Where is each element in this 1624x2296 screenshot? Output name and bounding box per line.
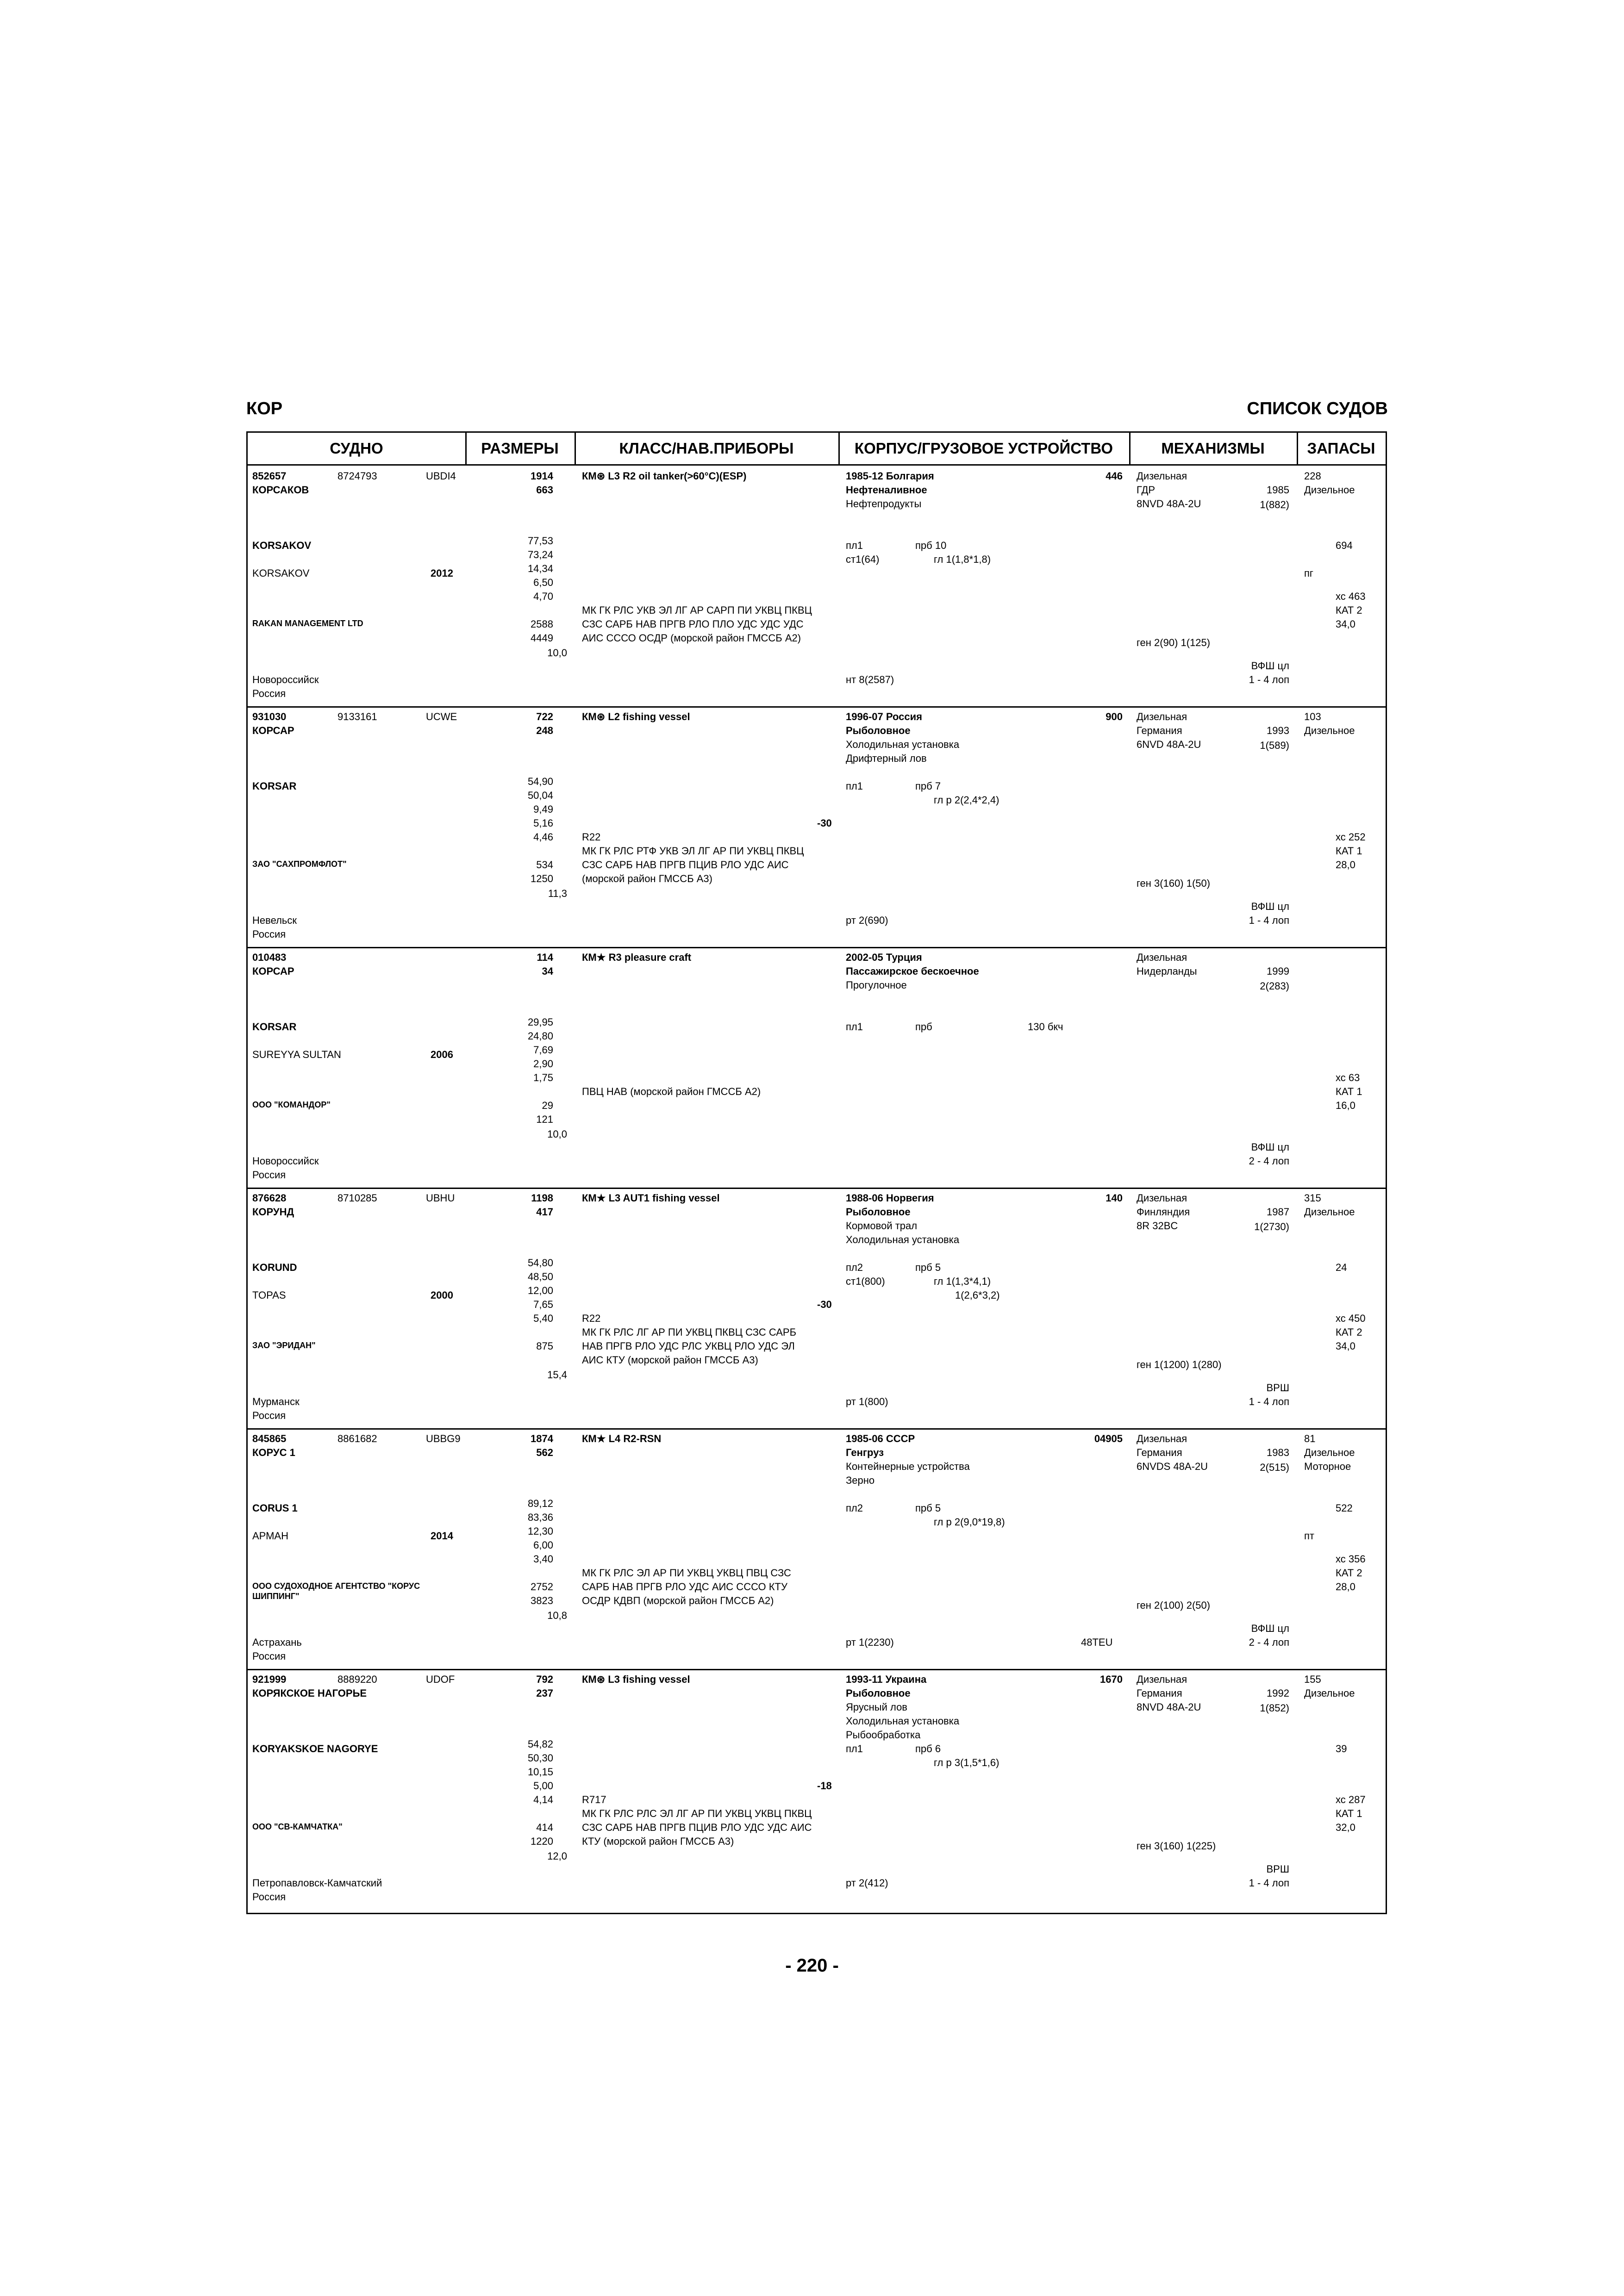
dimension-value: 6,00 <box>533 1539 553 1551</box>
fuel-type-2: Моторное <box>1304 1461 1351 1472</box>
ship-name: КОРЯКСКОЕ НАГОРЬЕ <box>252 1687 367 1699</box>
hull-number: 04905 <box>1094 1433 1123 1444</box>
country: Россия <box>252 928 286 940</box>
country: Россия <box>252 1891 286 1903</box>
dimension-value: 663 <box>536 484 553 496</box>
owner: ООО "КОМАНДОР" <box>252 1100 331 1109</box>
former-name: АРМАН <box>252 1530 288 1542</box>
hatch-info: гл р 3(1,5*1,6) <box>934 1757 999 1768</box>
hull-feature: Холодильная установка <box>846 739 960 750</box>
hatch-info: гл р 2(2,4*2,4) <box>934 794 999 806</box>
engine-model: 8NVD 48A-2U <box>1137 498 1201 510</box>
hatch-info: гл 1(1,8*1,8) <box>934 554 991 565</box>
dimension-value: 1250 <box>531 873 553 884</box>
page-number: - 220 - <box>785 1955 839 1976</box>
ship-name-latin: KORSAR <box>252 1021 297 1033</box>
fuel-type: Дизельное <box>1304 1206 1355 1218</box>
dimension-value: 77,53 <box>527 535 553 547</box>
propeller-blades: 1 - 4 лоп <box>1249 915 1289 926</box>
hull-feature: Зерно <box>846 1475 875 1486</box>
deck-info: пл2 <box>846 1262 863 1273</box>
home-port: Невельск <box>252 915 297 926</box>
hull-number: 140 <box>1106 1192 1123 1204</box>
home-port: Новороссийск <box>252 1155 319 1167</box>
column-header-machinery: МЕХАНИЗМЫ <box>1129 433 1297 466</box>
ship-type: Пассажирское бескоечное <box>846 965 979 977</box>
home-port: Новороссийск <box>252 674 319 685</box>
ship-record <box>248 947 1386 1189</box>
hull-feature: Контейнерные устройства <box>846 1461 970 1472</box>
ship-record <box>248 1669 1386 1910</box>
dimension-value: 5,40 <box>533 1313 553 1324</box>
dimension-value: 24,80 <box>527 1030 553 1042</box>
reg-number: 931030 <box>252 711 287 722</box>
hull-feature: Нефтепродукты <box>846 498 922 510</box>
dimension-value: 54,82 <box>527 1738 553 1750</box>
stores-mid: 522 <box>1336 1502 1353 1514</box>
imo-number: 8710285 <box>337 1192 377 1204</box>
country: Россия <box>252 1410 286 1421</box>
dimension-value: 10,0 <box>547 647 567 659</box>
owner: ЗАО "ЭРИДАН" <box>252 1341 316 1350</box>
nav-equipment-line: МК ГК РЛС ЭЛ АР ПИ УКВЦ УКВЦ ПВЦ СЗС <box>582 1567 791 1579</box>
dimension-value: 12,00 <box>527 1285 553 1296</box>
dimension-value: 417 <box>536 1206 553 1218</box>
imo-number: 8889220 <box>337 1674 377 1685</box>
ship-record <box>248 1188 1386 1430</box>
dimension-value: 89,12 <box>527 1498 553 1509</box>
refrigerated-hold: хс 252 <box>1336 831 1366 843</box>
engine-power: 2(515) <box>1260 1462 1289 1473</box>
build-date-country: 1985-12 Болгария <box>846 470 934 482</box>
refrigerated-temp: 34,0 <box>1336 1340 1355 1352</box>
ship-table <box>246 431 1387 1914</box>
former-name: TOPAS <box>252 1289 286 1301</box>
engine-country: Германия <box>1137 1447 1182 1458</box>
propeller: ВРШ <box>1266 1382 1289 1394</box>
hull-number: 446 <box>1106 470 1123 482</box>
tank-info: нт 8(2587) <box>846 674 894 685</box>
propeller: ВФШ цл <box>1251 660 1289 672</box>
deck-info-2: ст1(800) <box>846 1276 885 1287</box>
dimension-value: 1874 <box>531 1433 553 1444</box>
reg-number: 876628 <box>252 1192 287 1204</box>
dimension-value: 9,49 <box>533 803 553 815</box>
dimension-value: 722 <box>536 711 553 722</box>
ship-type: Рыболовное <box>846 725 911 736</box>
imo-number: 8861682 <box>337 1433 377 1444</box>
hatch-info: гл 1(1,3*4,1) <box>934 1276 991 1287</box>
nav-equipment-line: КТУ (морской район ГМССБ А3) <box>582 1836 734 1847</box>
former-year: 2012 <box>431 567 453 579</box>
tank-info: рт 2(412) <box>846 1877 888 1889</box>
column-header-dimensions: РАЗМЕРЫ <box>465 433 575 466</box>
propeller: ВФШ цл <box>1251 901 1289 912</box>
class-notation: КМ⊛ L3 fishing vessel <box>582 1674 690 1685</box>
nav-equipment-line: МК ГК РЛС УКВ ЭЛ ЛГ АР САРП ПИ УКВЦ ПКВЦ <box>582 604 812 616</box>
dimension-value: 3823 <box>531 1595 553 1606</box>
propeller: ВФШ цл <box>1251 1141 1289 1153</box>
ship-name: КОРСАКОВ <box>252 484 309 496</box>
stores-mid: 24 <box>1336 1262 1347 1273</box>
dimension-value: 5,16 <box>533 817 553 829</box>
country: Россия <box>252 688 286 699</box>
propeller: ВРШ <box>1266 1863 1289 1875</box>
refrigerated-temp: 28,0 <box>1336 859 1355 871</box>
class-notation: КМ⊛ L2 fishing vessel <box>582 711 690 722</box>
dimension-value: 114 <box>537 952 553 963</box>
dimension-value: 4449 <box>531 632 553 644</box>
build-date-country: 1988-06 Норвегия <box>846 1192 934 1204</box>
deck-info: пл1 <box>846 1743 863 1755</box>
nav-equipment-line: САРБ НАВ ПРГВ РЛО УДС АИС СССО КТУ <box>582 1581 787 1593</box>
fuel-type: Дизельное <box>1304 1687 1355 1699</box>
refrigerated-category: КАТ 1 <box>1336 1808 1362 1819</box>
engine-year: 1992 <box>1267 1687 1289 1699</box>
dimension-value: 50,30 <box>527 1752 553 1764</box>
nav-equipment-line: АИС СССО ОСДР (морской район ГМССБ А2) <box>582 632 801 644</box>
dimension-value: 875 <box>536 1340 553 1352</box>
tank-info: рт 1(2230) <box>846 1636 894 1648</box>
refrigerated-category: КАТ 1 <box>1336 845 1362 857</box>
engine-year: 1999 <box>1267 965 1289 977</box>
refrigerant: R22 <box>582 1313 601 1324</box>
nav-equipment-line: СЗС САРБ НАВ ПРГВ ПЦИВ РЛО УДС УДС АИС <box>582 1822 812 1833</box>
nav-equipment-line: МК ГК РЛС РТФ УКВ ЭЛ ЛГ АР ПИ УКВЦ ПКВЦ <box>582 845 804 857</box>
reg-number: 921999 <box>252 1674 287 1685</box>
dimension-value: 7,69 <box>533 1044 553 1056</box>
hold-info: прб 7 <box>915 780 941 792</box>
home-port: Астрахань <box>252 1636 302 1648</box>
dimension-value: 7,65 <box>533 1299 553 1310</box>
dimension-value: 1220 <box>531 1836 553 1847</box>
ship-record <box>248 466 1386 708</box>
dimension-value: 54,90 <box>527 776 553 787</box>
refrigerant-temp: -30 <box>817 1299 832 1310</box>
hatch-info-2: 1(2,6*3,2) <box>955 1289 1000 1301</box>
propeller-blades: 1 - 4 лоп <box>1249 1877 1289 1889</box>
column-header-hull: КОРПУС/ГРУЗОВОЕ УСТРОЙСТВО <box>838 433 1129 466</box>
build-date-country: 1993-11 Украина <box>846 1674 927 1685</box>
hull-number: 1670 <box>1100 1674 1123 1685</box>
hold-capacity: 130 бкч <box>1028 1021 1063 1033</box>
dimension-value: 1,75 <box>533 1072 553 1083</box>
imo-number: 9133161 <box>337 711 377 722</box>
ship-name-latin: KORUND <box>252 1262 297 1273</box>
engine-year: 1993 <box>1267 725 1289 736</box>
container-capacity: 48TEU <box>1081 1636 1113 1648</box>
owner: ЗАО "САХПРОМФЛОТ" <box>252 859 347 869</box>
dimension-value: 15,4 <box>547 1369 567 1381</box>
stores-top: 228 <box>1304 470 1321 482</box>
column-header-ship: СУДНО <box>248 433 465 466</box>
engine-country: Германия <box>1137 725 1182 736</box>
nav-equipment-line: НАВ ПРГВ РЛО УДС РЛС УКВЦ РЛО УДС ЭЛ <box>582 1340 795 1352</box>
nav-equipment-line: (морской район ГМССБ А3) <box>582 873 712 884</box>
dimension-value: 2588 <box>531 618 553 630</box>
class-notation: КМ⊛ L3 R2 oil tanker(>60°C)(ESP) <box>582 470 747 482</box>
hatch-info: гл р 2(9,0*19,8) <box>934 1516 1005 1528</box>
engine-country: Нидерланды <box>1137 965 1197 977</box>
nav-equipment-line: АИС КТУ (морской район ГМССБ А3) <box>582 1354 758 1366</box>
page-header-left: КОР <box>246 399 283 418</box>
tank-info: рт 1(800) <box>846 1396 888 1407</box>
generators: ген 1(1200) 1(280) <box>1137 1359 1222 1370</box>
dimension-value: 4,14 <box>533 1794 553 1805</box>
hull-feature: Дрифтерный лов <box>846 753 927 764</box>
reg-number: 010483 <box>252 952 287 963</box>
dimension-value: 12,0 <box>547 1850 567 1862</box>
ship-record <box>248 1428 1386 1670</box>
refrigerated-category: КАТ 1 <box>1336 1086 1362 1097</box>
engine-power: 2(283) <box>1260 980 1289 992</box>
stores-top: 81 <box>1304 1433 1316 1444</box>
refrigerated-hold: хс 450 <box>1336 1313 1366 1324</box>
nav-equipment-line: ОСДР КДВП (морской район ГМССБ А2) <box>582 1595 774 1606</box>
engine-model: 6NVD 48A-2U <box>1137 739 1201 750</box>
country: Россия <box>252 1650 286 1662</box>
call-sign: UBHU <box>426 1192 455 1204</box>
dimension-value: 54,80 <box>527 1257 553 1269</box>
dimension-value: 10,8 <box>547 1610 567 1621</box>
dimension-value: 121 <box>536 1114 553 1125</box>
stores-mid: 39 <box>1336 1743 1347 1755</box>
generators: ген 3(160) 1(225) <box>1137 1840 1216 1852</box>
former-name: SUREYYA SULTAN <box>252 1049 341 1060</box>
engine-power: 1(882) <box>1260 499 1289 510</box>
stores-mid: 694 <box>1336 540 1353 551</box>
dimension-value: 3,40 <box>533 1553 553 1565</box>
nav-equipment-line: СЗС САРБ НАВ ПРГВ ПЦИВ РЛО УДС АИС <box>582 859 789 871</box>
ship-name-latin: KORSAKOV <box>252 540 312 551</box>
refrigerated-category: КАТ 2 <box>1336 1567 1362 1579</box>
dimension-value: 4,70 <box>533 591 553 602</box>
country: Россия <box>252 1169 286 1181</box>
stores-top: 315 <box>1304 1192 1321 1204</box>
dimension-value: 4,46 <box>533 831 553 843</box>
hull-feature: Ярусный лов <box>846 1701 907 1713</box>
ship-name-latin: KORYAKSKOE NAGORYE <box>252 1743 378 1755</box>
hold-info: прб 5 <box>915 1262 941 1273</box>
hold-info: прб 6 <box>915 1743 941 1755</box>
dimension-value: 1198 <box>531 1192 553 1204</box>
tank-info: рт 2(690) <box>846 915 888 926</box>
call-sign: UBBG9 <box>426 1433 461 1444</box>
engine-country: Финляндия <box>1137 1206 1190 1218</box>
deck-info-2: ст1(64) <box>846 554 880 565</box>
owner: ООО СУДОХОДНОЕ АГЕНТСТВО "КОРУС ШИППИНГ" <box>252 1581 420 1601</box>
engine-type: Дизельная <box>1137 1433 1187 1444</box>
dimension-value: 792 <box>536 1674 553 1685</box>
dimension-value: 237 <box>536 1687 553 1699</box>
ship-name: КОРУС 1 <box>252 1447 295 1458</box>
refrigerant-temp: -18 <box>817 1780 832 1792</box>
dimension-value: 6,50 <box>533 577 553 588</box>
engine-model: 8R 32BC <box>1137 1220 1178 1232</box>
former-year: 2006 <box>431 1049 453 1060</box>
build-date-country: 1985-06 СССР <box>846 1433 915 1444</box>
refrigerant: R22 <box>582 831 601 843</box>
owner: RAKAN MANAGEMENT LTD <box>252 619 363 628</box>
refrigerant-temp: -30 <box>817 817 832 829</box>
hull-feature: Рыбообработка <box>846 1729 921 1741</box>
stores-top: 103 <box>1304 711 1321 722</box>
imo-number: 8724793 <box>337 470 377 482</box>
hull-feature: Холодильная установка <box>846 1234 960 1245</box>
dimension-value: 29 <box>542 1100 553 1111</box>
dimension-value: 414 <box>536 1822 553 1833</box>
ship-name: КОРСАР <box>252 725 294 736</box>
hold-info: прб <box>915 1021 932 1033</box>
dimension-value: 1914 <box>531 470 553 482</box>
page-header-right: СПИСОК СУДОВ <box>1247 399 1388 418</box>
refrigerated-temp: 16,0 <box>1336 1100 1355 1111</box>
ship-type: Генгруз <box>846 1447 884 1458</box>
column-header-stores: ЗАПАСЫ <box>1297 433 1386 466</box>
generators: ген 2(100) 2(50) <box>1137 1599 1211 1611</box>
engine-power: 1(589) <box>1260 740 1289 751</box>
refrigerated-temp: 32,0 <box>1336 1822 1355 1833</box>
deck-info: пл1 <box>846 780 863 792</box>
dimension-value: 248 <box>536 725 553 736</box>
fuel-type: Дизельное <box>1304 484 1355 496</box>
ship-record <box>248 706 1386 948</box>
reg-number: 852657 <box>252 470 287 482</box>
hull-feature: Холодильная установка <box>846 1715 960 1727</box>
ship-name-latin: CORUS 1 <box>252 1502 298 1514</box>
refrigerated-category: КАТ 2 <box>1336 604 1362 616</box>
dimension-value: 10,15 <box>527 1766 553 1778</box>
dimension-value: 48,50 <box>527 1271 553 1282</box>
fuel-type: Дизельное <box>1304 1447 1355 1458</box>
engine-model: 8NVD 48A-2U <box>1137 1701 1201 1713</box>
call-sign: UBDI4 <box>426 470 456 482</box>
nav-equipment-line: МК ГК РЛС РЛС ЭЛ ЛГ АР ПИ УКВЦ УКВЦ ПКВЦ <box>582 1808 812 1819</box>
deck-info: пл1 <box>846 1021 863 1033</box>
stores-mid-2: пт <box>1304 1530 1314 1542</box>
refrigerated-hold: хс 356 <box>1336 1553 1366 1565</box>
home-port: Петропавловск-Камчатский <box>252 1877 382 1889</box>
fuel-type: Дизельное <box>1304 725 1355 736</box>
engine-year: 1983 <box>1267 1447 1289 1458</box>
call-sign: UDOF <box>426 1674 455 1685</box>
dimension-value: 29,95 <box>527 1016 553 1028</box>
dimension-value: 534 <box>536 859 553 871</box>
refrigerated-hold: хс 287 <box>1336 1794 1366 1805</box>
class-notation: КМ★ L4 R2-RSN <box>582 1433 662 1444</box>
dimension-value: 50,04 <box>527 790 553 801</box>
nav-equipment-line: СЗС САРБ НАВ ПРГВ РЛО ПЛО УДС УДС УДС <box>582 618 804 630</box>
hull-number: 900 <box>1106 711 1123 722</box>
former-year: 2000 <box>431 1289 453 1301</box>
generators: ген 2(90) 1(125) <box>1137 637 1211 648</box>
ship-name-latin: KORSAR <box>252 780 297 792</box>
nav-equipment-line: ПВЦ НАВ (морской район ГМССБ А2) <box>582 1086 761 1097</box>
propeller-blades: 1 - 4 лоп <box>1249 674 1289 685</box>
ship-type: Рыболовное <box>846 1687 911 1699</box>
engine-type: Дизельная <box>1137 1674 1187 1685</box>
column-header-class: КЛАСС/НАВ.ПРИБОРЫ <box>575 433 838 466</box>
engine-type: Дизельная <box>1137 470 1187 482</box>
stores-mid-2: пг <box>1304 567 1313 579</box>
refrigerated-hold: хс 63 <box>1336 1072 1360 1083</box>
refrigerated-category: КАТ 2 <box>1336 1326 1362 1338</box>
dimension-value: 562 <box>536 1447 553 1458</box>
dimension-value: 12,30 <box>527 1525 553 1537</box>
deck-info: пл2 <box>846 1502 863 1514</box>
class-notation: КМ★ R3 pleasure craft <box>582 952 692 963</box>
stores-top: 155 <box>1304 1674 1321 1685</box>
former-year: 2014 <box>431 1530 453 1542</box>
home-port: Мурманск <box>252 1396 300 1407</box>
nav-equipment-line: МК ГК РЛС ЛГ АР ПИ УКВЦ ПКВЦ СЗС САРБ <box>582 1326 797 1338</box>
class-notation: КМ★ L3 AUT1 fishing vessel <box>582 1192 720 1204</box>
dimension-value: 2,90 <box>533 1058 553 1070</box>
engine-year: 1987 <box>1267 1206 1289 1218</box>
deck-info: пл1 <box>846 540 863 551</box>
generators: ген 3(160) 1(50) <box>1137 877 1211 889</box>
build-date-country: 2002-05 Турция <box>846 952 922 963</box>
ship-type: Рыболовное <box>846 1206 911 1218</box>
engine-power: 1(2730) <box>1254 1221 1289 1232</box>
ship-name: КОРСАР <box>252 965 294 977</box>
engine-country: Германия <box>1137 1687 1182 1699</box>
reg-number: 845865 <box>252 1433 287 1444</box>
engine-power: 1(852) <box>1260 1702 1289 1714</box>
dimension-value: 10,0 <box>547 1128 567 1140</box>
ship-type: Нефтеналивное <box>846 484 927 496</box>
build-date-country: 1996-07 Россия <box>846 711 922 722</box>
dimension-value: 14,34 <box>527 563 553 574</box>
engine-country: ГДР <box>1137 484 1156 496</box>
hull-feature: Кормовой трал <box>846 1220 918 1232</box>
engine-type: Дизельная <box>1137 1192 1187 1204</box>
dimension-value: 83,36 <box>527 1512 553 1523</box>
engine-type: Дизельная <box>1137 952 1187 963</box>
owner: ООО "СВ-КАМЧАТКА" <box>252 1822 343 1831</box>
refrigerated-temp: 34,0 <box>1336 618 1355 630</box>
dimension-value: 11,3 <box>548 888 567 899</box>
dimension-value: 5,00 <box>533 1780 553 1792</box>
refrigerant: R717 <box>582 1794 606 1805</box>
engine-type: Дизельная <box>1137 711 1187 722</box>
hold-info: прб 10 <box>915 540 947 551</box>
call-sign: UCWE <box>426 711 457 722</box>
dimension-value: 2752 <box>531 1581 553 1593</box>
propeller-blades: 2 - 4 лоп <box>1249 1155 1289 1167</box>
former-name: KORSAKOV <box>252 567 310 579</box>
hull-feature: Прогулочное <box>846 979 907 991</box>
refrigerated-temp: 28,0 <box>1336 1581 1355 1593</box>
hold-info: прб 5 <box>915 1502 941 1514</box>
engine-year: 1985 <box>1267 484 1289 496</box>
engine-model: 6NVDS 48A-2U <box>1137 1461 1208 1472</box>
propeller-blades: 2 - 4 лоп <box>1249 1636 1289 1648</box>
refrigerated-hold: хс 463 <box>1336 591 1366 602</box>
ship-name: КОРУНД <box>252 1206 294 1218</box>
propeller: ВФШ цл <box>1251 1623 1289 1634</box>
propeller-blades: 1 - 4 лоп <box>1249 1396 1289 1407</box>
dimension-value: 34 <box>542 965 553 977</box>
dimension-value: 73,24 <box>527 549 553 560</box>
